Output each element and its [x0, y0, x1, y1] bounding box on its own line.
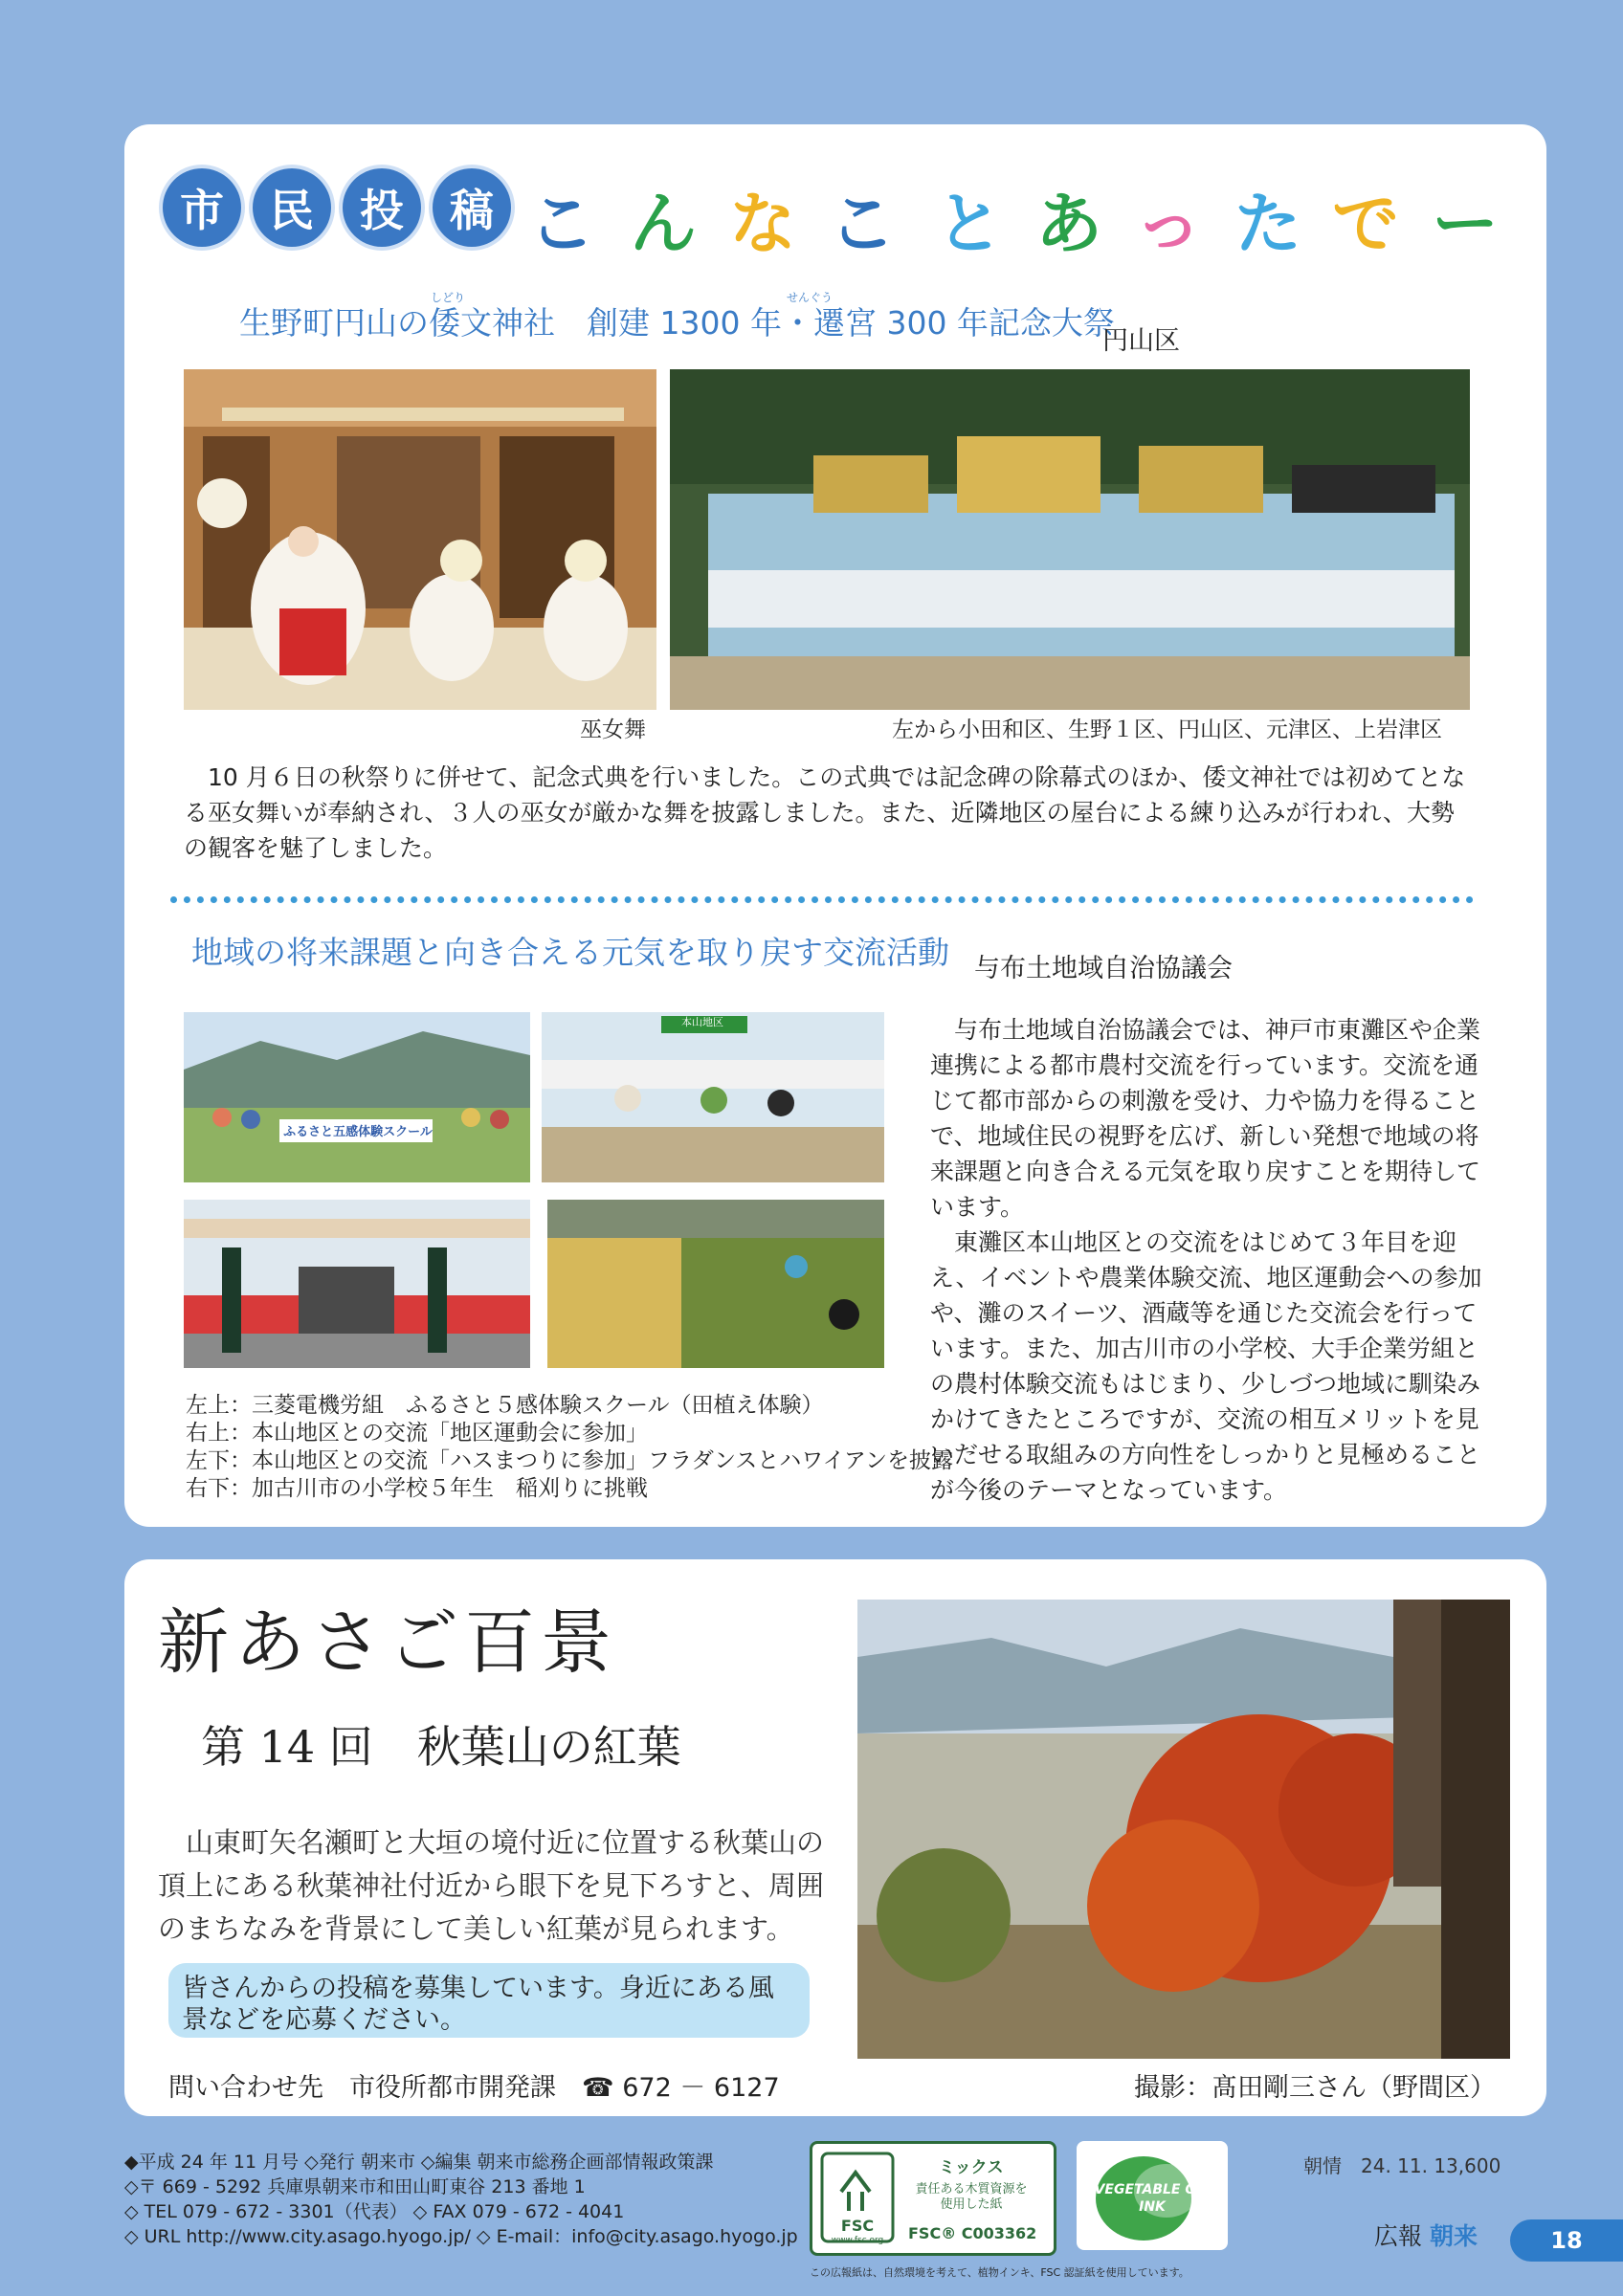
photo-credit: 撮影：髙田剛三さん（野間区）: [1134, 2073, 1496, 2103]
autumn-leaves-photo: [857, 1600, 1510, 2059]
eco-note: この広報紙は、自然環境を考えて、植物インキ、FSC 認証紙を使用しています。: [810, 2266, 1189, 2279]
article2-caption-4: 右下：加古川市の小学校５年生 稲刈りに挑戦: [186, 1476, 648, 1501]
vegetable-ink-logo: [1077, 2141, 1228, 2250]
sign-text: 本山地区: [681, 1016, 723, 1028]
article2-caption-1: 左上：三菱電機労組 ふるさと５感体験スクール（田植え体験）: [186, 1393, 824, 1418]
newasago-body: 山東町矢名瀬町と大垣の境付近に位置する秋葉山の頂上にある秋葉神社付近から眼下を見下ろすと、周囲のまちなみを背景にして美しい紅葉が見られます。: [158, 1826, 825, 1945]
header-char: な: [729, 185, 796, 263]
fsc-mix: ミックス: [939, 2158, 1004, 2177]
brand: [1374, 2222, 1478, 2250]
circulation-stats: 朝情 24. 11. 13,600: [1303, 2154, 1501, 2177]
header-circle-2: 民: [253, 168, 331, 247]
newasago-subtitle: 第 14 回 秋葉山の紅葉: [201, 1721, 681, 1773]
article1-title: 生野町円山の倭文神社 創建 1300 年・遷宮 300 年記念大祭: [239, 304, 1115, 342]
photo-lower-right: [547, 1200, 884, 1368]
call-for-submissions: [168, 1963, 810, 2038]
header-circle-1: 市: [163, 168, 241, 247]
footer-line-1: ◆平成 24 年 11 月号 ◇発行 朝来市 ◇編集 朝来市総務企画部情報政策課: [124, 2152, 714, 2173]
fsc-code: FSC® C003362: [908, 2224, 1037, 2242]
header-circle-4: 稿: [433, 168, 511, 247]
group-photo: [670, 369, 1470, 710]
ruby-shidori: しどり: [431, 291, 466, 304]
brand-name: 朝来: [1429, 2222, 1478, 2250]
header-char: ん: [630, 185, 697, 263]
vegetable-ink-text: VEGETABLE OIL INK: [1094, 2182, 1211, 2215]
footer-line-4: ◇ URL http://www.city.asago.hyogo.jp/ ◇ E-mail：info@city.asago.hyogo.jp: [124, 2226, 798, 2247]
newasago-title: 新あさご百景: [158, 1601, 617, 1684]
call-text: 皆さんからの投稿を募集しています。身近にある風景などを応募ください。: [182, 1974, 774, 2035]
divider-dotted: [170, 896, 1474, 903]
photo-upper-left: [184, 1012, 530, 1182]
header-char: た: [1234, 185, 1301, 263]
brand-prefix: 広報: [1374, 2222, 1423, 2250]
header-char: あ: [1035, 185, 1102, 263]
banner-text: ふるさと五感体験スクール: [283, 1125, 433, 1139]
article2-title: 地域の将来課題と向き合える元気を取り戻す交流活動: [191, 934, 949, 971]
photo-upper-right: [542, 1012, 884, 1182]
article2-body-1: 与布土地域自治協議会では、神戸市東灘区や企業連携による都市農村交流を行っています。交流を通じて都市部からの刺激を受け、力や協力を得ることで、地域住民の視野を広げ、新しい発想で地域の将来課題と向き合える元気を取り戻すことを期待しています。: [930, 1016, 1481, 1221]
fsc-desc: 責任ある木質資源を使用した紙: [915, 2182, 1028, 2212]
article1-caption-left: 巫女舞: [580, 718, 646, 742]
footer-line-3: ◇ TEL 079 - 672 - 3301（代表） ◇ FAX 079 - 672 - 4041: [124, 2201, 625, 2222]
header-char: こ: [829, 185, 896, 263]
article2-org: 与布土地域自治協議会: [974, 954, 1233, 983]
header-char: と: [936, 185, 1003, 263]
article1-caption-right: 左から小田和区、生野１区、円山区、元津区、上岩津区: [892, 718, 1442, 742]
header-char: で: [1332, 185, 1399, 263]
ruby-sengu: せんぐう: [787, 291, 834, 304]
article2-body-2: 東灘区本山地区との交流をはじめて３年目を迎え、イベントや農業体験交流、地区運動会への参加や、灘のスイーツ、酒蔵等を通じた交流会を行っています。また、加古川市の小学校、大手企業労組との農村体験交流もはじまり、少しづつ地域に馴染みかけてきたところですが、交流の相互メリットを見いだせる取組みの方向性をしっかりと見極めることが今後のテーマとなっています。: [930, 1228, 1482, 1504]
header-circle-3: 投: [343, 168, 421, 247]
header-char: ー: [1432, 185, 1499, 263]
miko-dance-photo: [184, 369, 656, 710]
article1-region: 円山区: [1102, 326, 1180, 356]
article2-caption-2: 右上：本山地区との交流「地区運動会に参加」: [186, 1421, 648, 1446]
contact-info: 問い合わせ先 市役所都市開発課 ☎ 672 － 6127: [168, 2073, 780, 2103]
header-char: っ: [1135, 185, 1202, 263]
page-number: 18: [1510, 2219, 1623, 2262]
article1-body: 10 月６日の秋祭りに併せて、記念式典を行いました。この式典では記念碑の除幕式のほか、倭文神社では初めてとなる巫女舞いが奉納され、３人の巫女が厳かな舞を披露しました。また、近隣地区の屋台による練り込みが行われ、大勢の観客を魅了しました。: [184, 763, 1466, 862]
article2-caption-3: 左下：本山地区との交流「ハスまつりに参加」フラダンスとハワイアンを披露: [186, 1448, 954, 1473]
fsc-logo: [810, 2141, 1056, 2256]
photo-lower-left: [184, 1200, 530, 1368]
fsc-mark-text: FSC: [840, 2217, 875, 2235]
fsc-site: www.fsc.org: [831, 2236, 884, 2245]
footer-line-2: ◇〒 669 - 5292 兵庫県朝来市和田山町東谷 213 番地 1: [124, 2176, 586, 2197]
header-char: こ: [528, 185, 595, 263]
